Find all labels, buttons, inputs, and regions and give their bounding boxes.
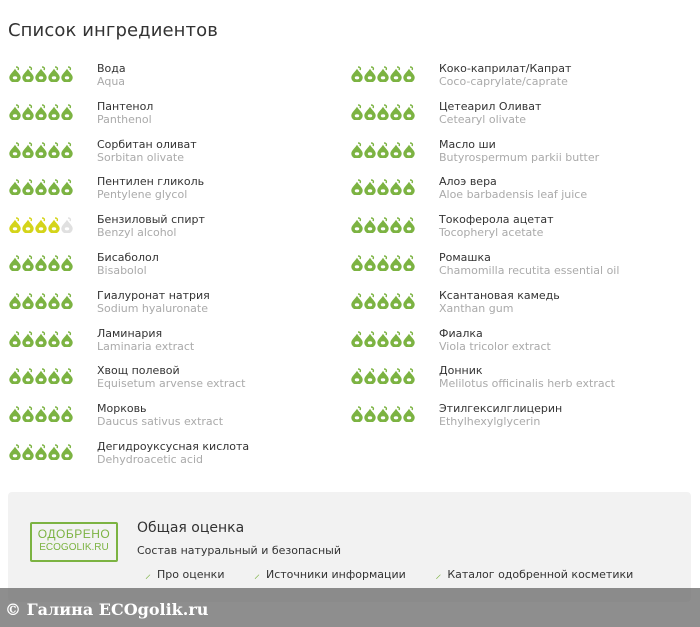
drop-icon — [350, 368, 364, 384]
ingredient-name[interactable]: Алоэ вера — [439, 175, 497, 189]
rating-drops — [350, 104, 415, 120]
ingredient-text — [439, 62, 571, 88]
drop-icon — [376, 406, 390, 422]
drop-icon — [363, 406, 377, 422]
drop-icon — [389, 255, 403, 271]
drop-icon — [402, 293, 416, 309]
rating-drops — [350, 255, 415, 271]
drop-icon — [376, 142, 390, 158]
drop-icon — [34, 368, 48, 384]
ingredient-row — [8, 440, 348, 478]
drop-icon — [21, 368, 35, 384]
rating-drops — [8, 179, 73, 195]
drop-icon — [376, 217, 390, 233]
ingredient-row — [8, 289, 348, 327]
drop-icon — [363, 179, 377, 195]
drop-icon — [350, 293, 364, 309]
drop-icon — [21, 255, 35, 271]
ingredient-latin-name: Laminaria extract — [97, 339, 195, 353]
drop-icon — [60, 293, 74, 309]
drop-icon — [47, 104, 61, 120]
stamp-line2: ECOGOLIK.RU — [39, 542, 109, 553]
ingredient-row — [8, 327, 348, 365]
drop-icon — [363, 217, 377, 233]
drop-icon — [402, 66, 416, 82]
ingredient-row — [350, 289, 690, 327]
ingredient-name[interactable]: Фиалка — [439, 326, 483, 340]
ingredient-latin-name: Equisetum arvense extract — [97, 377, 246, 391]
page-title: Список ингредиентов — [8, 20, 218, 41]
drop-icon — [8, 217, 22, 233]
rating-drops — [350, 142, 415, 158]
drop-icon — [47, 66, 61, 82]
ingredient-name[interactable]: Донник — [439, 364, 483, 378]
rating-drops — [8, 444, 73, 460]
ingredient-name[interactable]: Сорбитан оливат — [97, 137, 197, 151]
drop-icon — [402, 368, 416, 384]
rating-drops — [350, 217, 415, 233]
ingredient-row — [350, 251, 690, 289]
ingredient-row — [8, 138, 348, 176]
drop-icon — [8, 293, 22, 309]
drop-icon — [8, 179, 22, 195]
rating-drops — [8, 104, 73, 120]
drop-icon — [402, 142, 416, 158]
drop-icon — [402, 179, 416, 195]
watermark-text: © Галина ECOgolik.ru — [5, 600, 209, 619]
leaf-bullet-icon: ⸝ — [435, 567, 442, 581]
ingredient-row — [8, 100, 348, 138]
rating-drops — [8, 406, 73, 422]
drop-icon — [47, 444, 61, 460]
drop-icon — [60, 444, 74, 460]
ingredient-name[interactable]: Пантенол — [97, 99, 154, 113]
ingredient-text — [439, 364, 615, 390]
drop-icon — [350, 406, 364, 422]
rating-drops — [8, 142, 73, 158]
ingredient-text — [97, 251, 159, 277]
rating-drops — [8, 66, 73, 82]
ingredient-name[interactable]: Ламинария — [97, 326, 163, 340]
ingredient-name[interactable]: Дегидроуксусная кислота — [97, 439, 250, 453]
drop-icon — [21, 406, 35, 422]
drop-icon — [389, 104, 403, 120]
ingredient-name[interactable]: Ромашка — [439, 250, 491, 264]
drop-icon — [60, 368, 74, 384]
ingredient-latin-name: Aloe barbadensis leaf juice — [439, 188, 588, 202]
drop-icon — [60, 142, 74, 158]
ingredient-name[interactable]: Цетеарил Оливат — [439, 99, 542, 113]
drop-icon — [47, 293, 61, 309]
ingredient-text — [439, 138, 599, 164]
drop-icon — [47, 255, 61, 271]
ingredient-text — [439, 100, 541, 126]
ingredient-latin-name: Dehydroacetic acid — [97, 452, 204, 466]
drop-icon — [8, 406, 22, 422]
drop-icon — [350, 255, 364, 271]
ingredient-text — [97, 138, 197, 164]
drop-icon — [60, 255, 74, 271]
ingredients-column-left — [8, 62, 348, 478]
ingredient-text — [439, 175, 587, 201]
drop-icon — [402, 104, 416, 120]
drop-icon — [389, 179, 403, 195]
rating-drops — [350, 406, 415, 422]
drop-icon — [60, 179, 74, 195]
drop-icon — [34, 444, 48, 460]
drop-icon — [47, 406, 61, 422]
ingredient-latin-name: Viola tricolor extract — [439, 339, 551, 353]
drop-icon — [8, 368, 22, 384]
drop-icon — [8, 255, 22, 271]
drop-icon — [363, 368, 377, 384]
leaf-bullet-icon: ⸝ — [253, 567, 260, 581]
drop-icon — [389, 66, 403, 82]
drop-icon — [350, 217, 364, 233]
ingredients-column-right — [350, 62, 690, 440]
ingredient-latin-name: Xanthan gum — [439, 301, 514, 315]
ingredient-row — [8, 213, 348, 251]
drop-icon — [34, 293, 48, 309]
drop-icon — [376, 66, 390, 82]
summary-links — [145, 565, 659, 582]
summary-title: Общая оценка — [137, 520, 245, 536]
drop-icon — [21, 217, 35, 233]
ingredient-latin-name: Sorbitan olivate — [97, 150, 184, 164]
rating-drops — [350, 293, 415, 309]
drop-icon — [60, 104, 74, 120]
drop-icon — [389, 406, 403, 422]
drop-icon — [21, 104, 35, 120]
ingredient-row — [8, 402, 348, 440]
ingredient-name[interactable]: Ксантановая камедь — [439, 288, 560, 302]
drop-icon — [47, 179, 61, 195]
ingredient-latin-name: Chamomilla recutita essential oil — [439, 263, 620, 277]
drop-icon — [8, 142, 22, 158]
ingredient-name[interactable]: Хвощ полевой — [97, 364, 180, 378]
ingredient-name[interactable]: Коко-каприлат/Капрат — [439, 62, 572, 75]
ingredient-name[interactable]: Бензиловый спирт — [97, 213, 205, 227]
summary-panel — [8, 492, 691, 602]
ingredient-row — [350, 402, 690, 440]
drop-icon — [34, 142, 48, 158]
drop-icon — [34, 255, 48, 271]
ingredient-latin-name: Cetearyl olivate — [439, 112, 527, 126]
drop-icon — [8, 444, 22, 460]
ingredient-text — [97, 327, 194, 353]
ingredient-row — [8, 251, 348, 289]
drop-icon — [47, 217, 61, 233]
rating-drops — [8, 293, 73, 309]
drop-icon — [8, 66, 22, 82]
ingredient-latin-name: Benzyl alcohol — [97, 226, 177, 240]
drop-icon — [60, 406, 74, 422]
ingredient-row — [350, 138, 690, 176]
ingredient-latin-name: Bisabolol — [97, 263, 147, 277]
rating-drops — [350, 179, 415, 195]
drop-icon — [376, 293, 390, 309]
ingredient-latin-name: Tocopheryl acetate — [439, 226, 544, 240]
rating-drops — [350, 66, 415, 82]
stamp-line1: ОДОБРЕНО — [37, 527, 111, 541]
drop-icon — [363, 255, 377, 271]
ingredient-latin-name: Coco-caprylate/caprate — [439, 75, 568, 88]
ingredient-latin-name: Sodium hyaluronate — [97, 301, 208, 315]
drop-icon — [21, 331, 35, 347]
ingredient-text — [97, 175, 204, 201]
drop-icon — [21, 66, 35, 82]
drop-icon — [21, 444, 35, 460]
ingredient-latin-name: Pentylene glycol — [97, 188, 188, 202]
drop-icon — [389, 142, 403, 158]
ingredient-row — [350, 213, 690, 251]
drop-icon — [60, 331, 74, 347]
drop-icon — [376, 368, 390, 384]
rating-drops — [8, 255, 73, 271]
ingredient-name[interactable]: Пентилен гликоль — [97, 175, 205, 189]
drop-icon — [402, 217, 416, 233]
link-about-ratings[interactable]: Про оценки — [157, 568, 225, 581]
ingredient-row — [350, 62, 690, 100]
ingredient-text — [439, 402, 562, 428]
drop-icon — [8, 104, 22, 120]
leaf-bullet-icon: ⸝ — [145, 567, 152, 581]
ingredient-row — [8, 62, 348, 100]
drop-icon — [363, 293, 377, 309]
ingredient-name[interactable]: Этилгексилглицерин — [439, 402, 563, 416]
approved-stamp — [30, 522, 118, 562]
drop-icon — [376, 104, 390, 120]
ingredient-row — [350, 175, 690, 213]
ingredient-text — [97, 440, 249, 466]
ingredient-text — [439, 289, 560, 315]
drop-icon — [60, 66, 74, 82]
drop-icon — [60, 217, 74, 233]
ingredient-row — [350, 100, 690, 138]
drop-icon — [363, 142, 377, 158]
drop-icon — [389, 368, 403, 384]
ingredient-name[interactable]: Вода — [97, 62, 126, 75]
drop-icon — [363, 66, 377, 82]
ingredient-name[interactable]: Масло ши — [439, 137, 496, 151]
drop-icon — [47, 331, 61, 347]
drop-icon — [47, 368, 61, 384]
drop-icon — [363, 331, 377, 347]
drop-icon — [350, 142, 364, 158]
drop-icon — [363, 104, 377, 120]
drop-icon — [389, 217, 403, 233]
ingredient-row — [8, 364, 348, 402]
drop-icon — [21, 293, 35, 309]
drop-icon — [389, 331, 403, 347]
ingredient-row — [8, 175, 348, 213]
rating-drops — [350, 331, 415, 347]
drop-icon — [376, 255, 390, 271]
drop-icon — [34, 331, 48, 347]
ingredient-row — [350, 364, 690, 402]
drop-icon — [8, 331, 22, 347]
drop-icon — [21, 179, 35, 195]
ingredient-text — [97, 289, 210, 315]
drop-icon — [402, 255, 416, 271]
link-catalog[interactable]: Каталог одобренной косметики — [447, 568, 634, 581]
rating-drops — [8, 368, 73, 384]
drop-icon — [350, 179, 364, 195]
drop-icon — [376, 331, 390, 347]
rating-drops — [8, 217, 73, 233]
drop-icon — [34, 179, 48, 195]
watermark-bar — [0, 588, 700, 627]
ingredient-latin-name: Aqua — [97, 75, 126, 88]
drop-icon — [376, 179, 390, 195]
drop-icon — [34, 104, 48, 120]
ingredient-text — [97, 402, 223, 428]
ingredient-text — [439, 327, 551, 353]
drop-icon — [402, 331, 416, 347]
ingredient-text — [439, 213, 554, 239]
ingredient-text — [97, 213, 205, 239]
ingredient-latin-name: Ethylhexylglycerin — [439, 415, 541, 429]
drop-icon — [389, 293, 403, 309]
ingredient-name[interactable]: Токоферола ацетат — [439, 213, 554, 227]
summary-text: Состав натуральный и безопасный — [137, 544, 341, 557]
ingredient-text — [97, 364, 245, 390]
ingredient-text — [97, 62, 126, 88]
drop-icon — [350, 331, 364, 347]
drop-icon — [402, 406, 416, 422]
drop-icon — [21, 142, 35, 158]
drop-icon — [34, 217, 48, 233]
ingredient-text — [439, 251, 619, 277]
drop-icon — [34, 406, 48, 422]
drop-icon — [350, 104, 364, 120]
ingredient-latin-name: Daucus sativus extract — [97, 415, 224, 429]
drop-icon — [350, 66, 364, 82]
ingredient-latin-name: Panthenol — [97, 112, 152, 126]
drop-icon — [47, 142, 61, 158]
ingredient-name[interactable]: Бисаболол — [97, 250, 159, 264]
ingredient-row — [350, 327, 690, 365]
ingredient-name[interactable]: Морковь — [97, 402, 147, 416]
ingredient-name[interactable]: Гиалуронат натрия — [97, 288, 210, 302]
ingredient-latin-name: Melilotus officinalis herb extract — [439, 377, 615, 391]
drop-icon — [34, 66, 48, 82]
link-sources[interactable]: Источники информации — [265, 568, 406, 581]
rating-drops — [350, 368, 415, 384]
ingredient-latin-name: Butyrospermum parkii butter — [439, 150, 600, 164]
ingredient-text — [97, 100, 153, 126]
rating-drops — [8, 331, 73, 347]
